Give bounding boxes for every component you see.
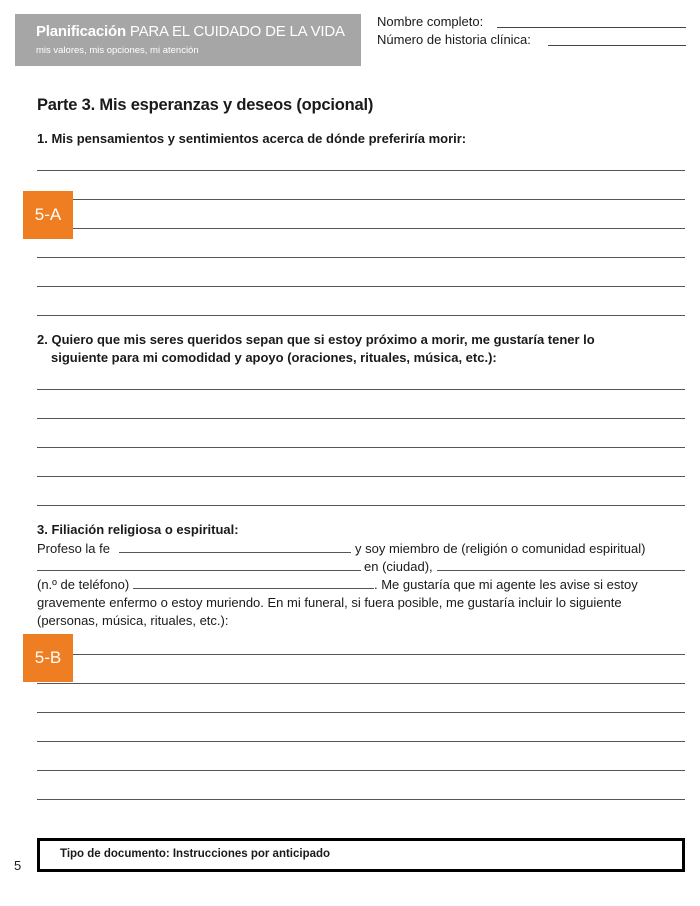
answer-line-q3[interactable] [37, 683, 685, 684]
section-heading: Parte 3. Mis esperanzas y deseos (opcional) [37, 96, 374, 114]
answer-line-q1[interactable] [37, 315, 685, 316]
document-type-label: Tipo de documento: Instrucciones por anticipado [60, 848, 331, 860]
banner-title-rest: PARA EL CUIDADO DE LA VIDA [129, 23, 345, 40]
header-banner [15, 14, 361, 66]
question-2 [37, 332, 595, 365]
full-name-label: Nombre completo: [377, 14, 484, 29]
answer-line-q2[interactable] [37, 505, 685, 506]
answer-line-q3[interactable] [37, 770, 685, 771]
answer-line-q1[interactable] [37, 286, 685, 287]
question-3: 3. Filiación religiosa o espiritual: [37, 522, 239, 537]
answer-line-q1[interactable] [37, 257, 685, 258]
agent-notify-text: . Me gustaría que mi agente les avise si estoy [374, 577, 638, 592]
question-2-line-1: 2. Quiero que mis seres queridos sepan que si estoy próximo a morir, me gustaría tener lo [37, 332, 595, 347]
question-2-line-2: siguiente para mi comodidad y apoyo (oraciones, rituales, música, etc.): [51, 350, 497, 365]
answer-line-q3[interactable] [37, 712, 685, 713]
community-field[interactable] [37, 570, 361, 571]
answer-line-q3[interactable] [37, 799, 685, 800]
faith-field[interactable] [119, 552, 351, 553]
full-name-field[interactable] [497, 27, 686, 28]
city-field[interactable] [437, 570, 685, 571]
answer-line-q3[interactable] [37, 654, 685, 655]
phone-field[interactable] [133, 588, 374, 589]
faith-prefix: Profeso la fe [37, 541, 110, 556]
section-tab-5a: 5-A [23, 191, 73, 239]
record-number-field[interactable] [548, 45, 686, 46]
page-number: 5 [14, 858, 22, 873]
answer-line-q3[interactable] [37, 741, 685, 742]
phone-text: (n.º de teléfono) [37, 577, 130, 592]
answer-line-q1[interactable] [37, 228, 685, 229]
member-text: y soy miembro de (religión o comunidad espiritual) [355, 541, 646, 556]
answer-line-q2[interactable] [37, 418, 685, 419]
banner-title-bold: Planificación [36, 23, 126, 40]
city-text: en (ciudad), [364, 559, 433, 574]
question-1: 1. Mis pensamientos y sentimientos acerca de dónde preferiría morir: [37, 131, 467, 146]
funeral-items-text: (personas, música, rituales, etc.): [37, 613, 229, 628]
banner-title [36, 23, 345, 40]
funeral-text: gravemente enfermo o estoy muriendo. En mi funeral, si fuera posible, me gustaría incluir lo siguiente [37, 595, 622, 610]
answer-line-q2[interactable] [37, 447, 685, 448]
banner-subtitle: mis valores, mis opciones, mi atención [36, 45, 199, 56]
answer-line-q2[interactable] [37, 389, 685, 390]
document-type-box [37, 838, 685, 872]
section-tab-5b: 5-B [23, 634, 73, 682]
answer-line-q1[interactable] [37, 199, 685, 200]
record-number-label: Número de historia clínica: [377, 32, 531, 47]
answer-line-q2[interactable] [37, 476, 685, 477]
answer-line-q1[interactable] [37, 170, 685, 171]
